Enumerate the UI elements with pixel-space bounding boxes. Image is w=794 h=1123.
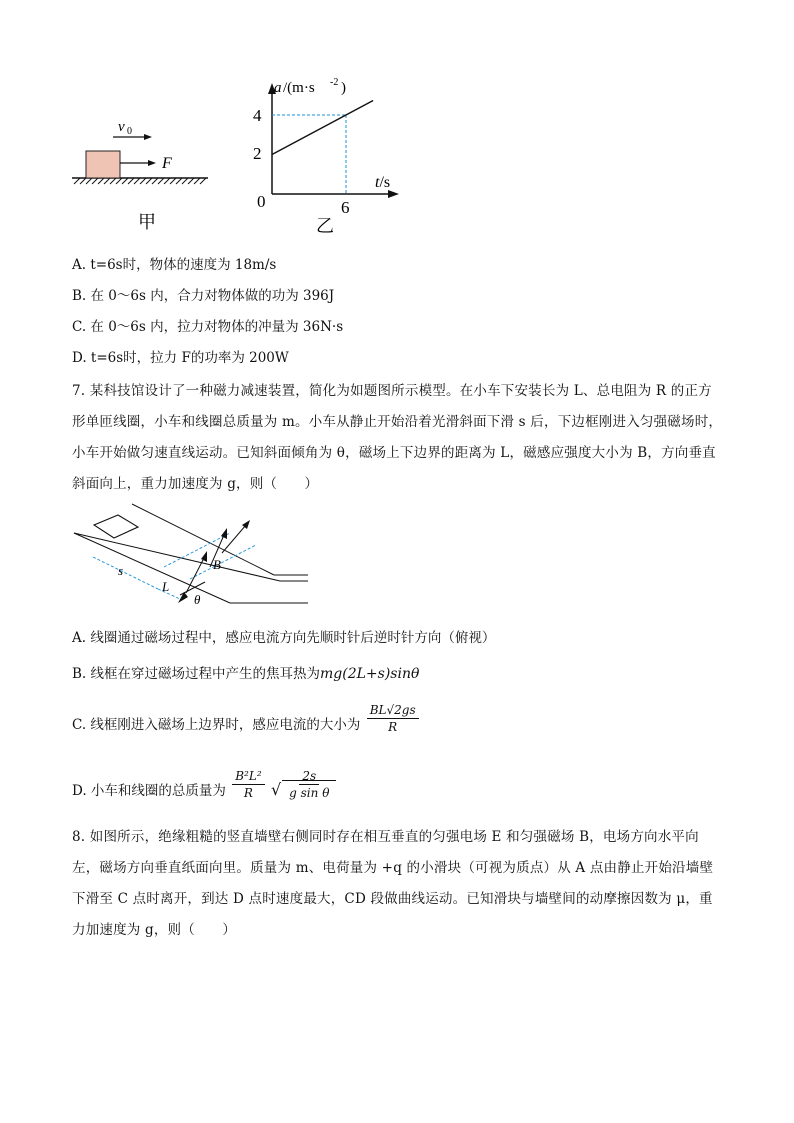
figure-yi — [248, 70, 408, 238]
block — [86, 151, 120, 178]
label-theta: θ — [194, 592, 201, 607]
q7-option-d-denominator: R — [243, 786, 253, 800]
x-axis-label: t/s — [375, 174, 391, 191]
q7-option-b-text: B. 线框在穿过磁场过程中产生的焦耳热为 — [72, 666, 321, 682]
figure-yi-caption: 乙 — [316, 216, 334, 237]
q6-option-a: A. t=6s时，物体的速度为 18m/s — [72, 257, 277, 273]
q7-option-d-root-numerator: 2s — [299, 768, 319, 785]
y-axis-unit: /(m·s — [283, 80, 315, 96]
s-dim-line — [93, 557, 158, 589]
ground-hatch — [74, 178, 206, 184]
q7-option-c-fraction — [367, 702, 419, 735]
q7-option-d — [72, 769, 336, 801]
q6-option-c: C. 在 0～6s 内，拉力对物体的冲量为 36N·s — [72, 319, 344, 335]
q7-option-d-text: D. 小车和线圈的总质量为 — [72, 783, 226, 799]
force-arrowhead — [148, 160, 156, 166]
q7-option-c — [72, 703, 421, 735]
rail-top — [74, 533, 280, 581]
q7-option-d-fraction — [232, 768, 264, 801]
q7-figure — [70, 503, 315, 615]
label-s: s — [118, 563, 124, 578]
y-axis-unit-close: ) — [341, 80, 346, 96]
q7-option-d-numerator: B²L² — [232, 768, 264, 785]
label-L: L — [162, 579, 170, 594]
q7-option-d-root-fraction — [286, 768, 332, 801]
y-tick-2: 2 — [253, 144, 262, 163]
data-line — [272, 101, 373, 155]
velocity-arrowhead — [144, 134, 152, 140]
origin-label: 0 — [257, 192, 266, 211]
coil-frame — [94, 515, 138, 538]
figure-jia — [66, 108, 216, 238]
q7-option-b — [72, 664, 419, 684]
q8-stem: 8. 如图所示，绝缘粗糙的竖直墙壁右侧同时存在相互垂直的匀强电场 E 和匀强磁场 B，电场方向水平向左，磁场方向垂直纸面向里。质量为 m、电荷量为 +q 的小滑块（可视为质点）从 A 点由静止开始沿墙壁下滑至 C 点时离开，到达 D 点时速度最大，CD 段做曲线运动。已知滑块与墙壁间的动摩擦因数为 μ，重力加速度为 g，则（ ） — [72, 829, 714, 938]
force-label: F — [162, 155, 172, 172]
q7-stem: 7. 某科技馆设计了一种磁力减速装置，简化为如题图所示模型。在小车下安装长为 L、总电阻为 R 的正方形单匝线圈，小车和线圈总质量为 m。小车从静止开始沿着光滑斜面下滑 s 后，下边框刚进入匀强磁场时，小车开始做匀速直线运动。已知斜面倾角为 θ，磁场上下边界的距离为 L，磁感应强度大小为 B，方向垂直斜面向上，重力加速度为 g，则（ ） — [72, 383, 723, 492]
rail-upper — [132, 504, 274, 575]
q7-option-d-root-denominator: g sin θ — [289, 786, 330, 800]
field-arrow-3 — [222, 525, 246, 553]
y-tick-4: 4 — [253, 106, 262, 125]
y-axis-unit-sup: -2 — [330, 77, 339, 88]
q7-option-b-formula: mg(2L+s)sinθ — [320, 666, 420, 682]
q7-option-c-denominator: R — [388, 720, 398, 734]
sqrt-icon: √ — [270, 780, 282, 799]
q7-option-c-numerator: BL√2gs — [367, 702, 419, 719]
velocity-label: v — [118, 119, 125, 135]
x-tick-6: 6 — [341, 198, 350, 217]
figure-jia-caption: 甲 — [138, 212, 156, 233]
q7-option-c-text: C. 线框刚进入磁场上边界时，感应电流的大小为 — [72, 717, 361, 733]
velocity-subscript: 0 — [127, 126, 132, 137]
q7-option-a: A. 线圈通过磁场过程中，感应电流方向先顺时针后逆时针方向（俯视） — [72, 630, 496, 646]
q6-option-b: B. 在 0～6s 内，合力对物体做的功为 396J — [72, 288, 335, 304]
q6-option-d: D. t=6s时，拉力 F的功率为 200W — [72, 350, 289, 366]
q7-option-d-root — [282, 769, 336, 801]
rail-bottom — [74, 533, 230, 603]
y-axis-label: a — [274, 80, 282, 96]
x-axis-arrowhead — [388, 190, 399, 198]
label-B: B — [213, 557, 221, 572]
